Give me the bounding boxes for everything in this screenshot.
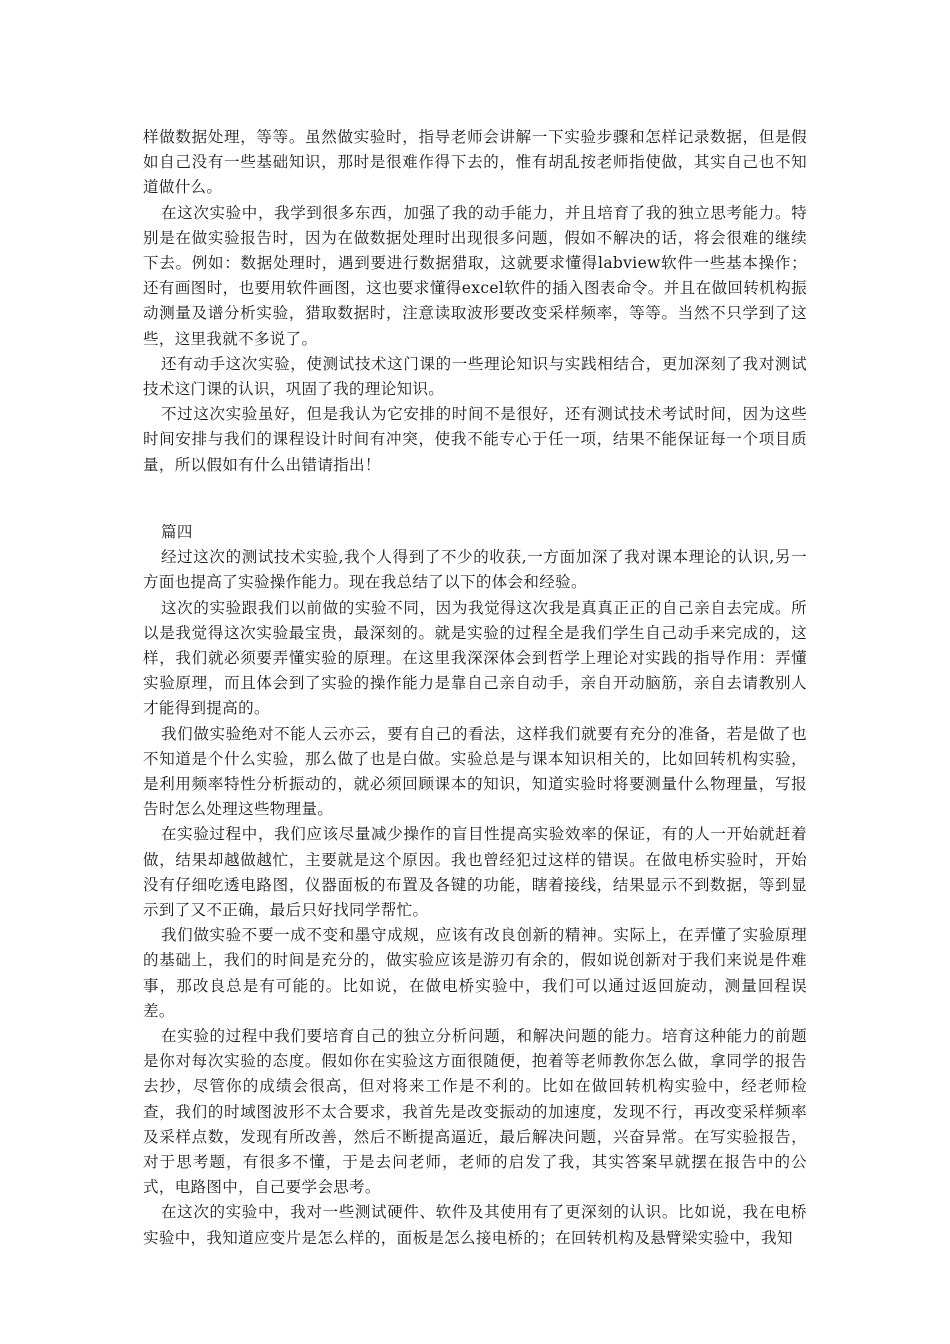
bottom-text-block	[143, 520, 807, 1251]
paragraph: 这次的实验跟我们以前做的实验不同，因为我觉得这次我是真真正正的自己亲自去完成。所以是我觉得这次实验最宝贵，最深刻的。就是实验的过程全是我们学生自己动手来完成的，这样，我们就必须要弄懂实验的原理。在这里我深深体会到哲学上理论对实践的指导作用：弄懂实验原理，而且体会到了实验的操作能力是靠自己亲自动手，亲自开动脑筋，亲自去请教别人才能得到提高的。	[143, 598, 807, 718]
section-heading: 篇四	[161, 523, 193, 541]
paragraph: 不过这次实验虽好，但是我认为它安排的时间不是很好，还有测试技术考试时间，因为这些时间安排与我们的课程设计时间有冲突，使我不能专心于任一项，结果不能保证每一个项目质量，所以假如有什么出错请指出！	[143, 405, 807, 474]
paragraph: 在这次实验中，我学到很多东西，加强了我的动手能力，并且培育了我的独立思考能力。特别是在做实验报告时，因为在做数据处理时出现很多问题，假如不解决的话，将会很难的继续下去。例如：数据处理时，遇到要进行数据猎取，这就要求懂得labview软件一些基本操作；还有画图时，也要用软件画图，这也要求懂得excel软件的插入图表命令。并且在做回转机构振动测量及谱分析实验，猎取数据时，注意读取波形要改变采样频率，等等。当然不只学到了这些，这里我就不多说了。	[143, 203, 807, 348]
paragraph: 经过这次的测试技术实验,我个人得到了不少的收获,一方面加深了我对课本理论的认识,另一方面也提高了实验操作能力。现在我总结了以下的体会和经验。	[143, 548, 807, 592]
top-text-block	[143, 125, 807, 478]
paragraph: 在实验过程中，我们应该尽量减少操作的盲目性提高实验效率的保证，有的人一开始就赶着做，结果却越做越忙，主要就是这个原因。我也曾经犯过这样的错误。在做电桥实验时，开始没有仔细吃透电路图，仪器面板的布置及各键的功能，瞎着接线，结果显示不到数据，等到显示到了又不正确，最后只好找同学帮忙。	[143, 825, 807, 920]
paragraph: 还有动手这次实验，使测试技术这门课的一些理论知识与实践相结合，更加深刻了我对测试技术这门课的认识，巩固了我的理论知识。	[143, 354, 807, 399]
paragraph: 我们做实验绝对不能人云亦云，要有自己的看法，这样我们就要有充分的准备，若是做了也不知道是个什么实验，那么做了也是白做。实验总是与课本知识相关的，比如回转机构实验，是利用频率特性分析振动的，就必须回顾课本的知识，知道实验时将要测量什么物理量，写报告时怎么处理这些物理量。	[143, 724, 807, 819]
paragraph: 我们做实验不要一成不变和墨守成规，应该有改良创新的精神。实际上，在弄懂了实验原理的基础上，我们的时间是充分的，做实验应该是游刃有余的，假如说创新对于我们来说是件难事，那改良总是有可能的。比如说，在做电桥实验中，我们可以通过返回旋动，测量回程误差。	[143, 926, 807, 1020]
paragraph: 在这次的实验中，我对一些测试硬件、软件及其使用有了更深刻的认识。比如说，我在电桥实验中，我知道应变片是怎么样的，面板是怎么接电桥的；在回转机构及悬臂梁实验中，我知	[143, 1203, 807, 1247]
paragraph: 样做数据处理，等等。虽然做实验时，指导老师会讲解一下实验步骤和怎样记录数据，但是假如自己没有一些基础知识，那时是很难作得下去的，惟有胡乱按老师指使做，其实自己也不知道做什么。	[143, 128, 807, 197]
paragraph: 在实验的过程中我们要培育自己的独立分析问题，和解决问题的能力。培育这种能力的前题是你对每次实验的态度。假如你在实验这方面很随便，抱着等老师教你怎么做，拿同学的报告去抄，尽管你的成绩会很高，但对将来工作是不利的。比如在做回转机构实验中，经老师检查，我们的时域图波形不太合要求，我首先是改变振动的加速度，发现不行，再改变采样频率及采样点数，发现有所改善，然后不断提高逼近，最后解决问题，兴奋异常。在写实验报告，对于思考题，有很多不懂，于是去问老师，老师的启发了我，其实答案早就摆在报告中的公式，电路图中，自己要学会思考。	[143, 1027, 807, 1197]
